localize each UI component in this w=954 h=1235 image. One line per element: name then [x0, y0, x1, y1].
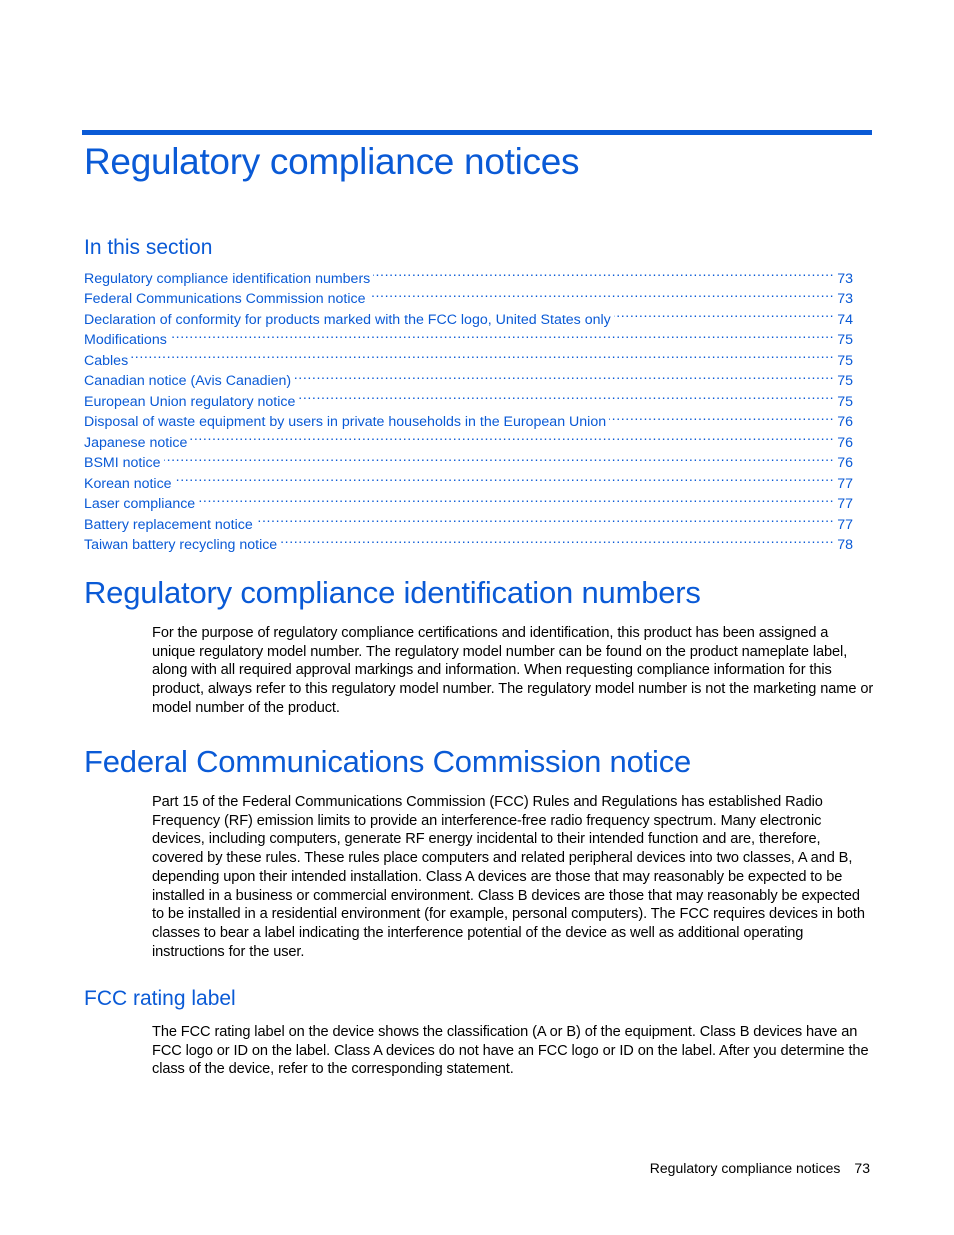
- toc-entry-page: 76: [837, 434, 853, 451]
- toc-entry-title: Korean notice: [84, 475, 172, 492]
- toc-entry-title: Taiwan battery recycling notice: [84, 537, 278, 553]
- section-heading-reg-id: Regulatory compliance identification numbers: [84, 575, 701, 610]
- toc-dot-leader: [256, 508, 834, 529]
- page-footer: [650, 1158, 870, 1178]
- toc-entry-title: Disposal of waste equipment by users in private households in the European Union: [84, 414, 607, 430]
- toc-dot-leader: [190, 426, 834, 447]
- toc-entry-page: 75: [837, 352, 853, 369]
- subsection-heading-fcc-label: FCC rating label: [84, 987, 236, 1010]
- toc-entry-page: 76: [837, 455, 853, 471]
- toc-dot-leader: [131, 344, 834, 365]
- chapter-top-rule: [82, 130, 872, 135]
- toc-entry-page: 76: [837, 414, 853, 430]
- footer-page-number: 73: [854, 1160, 870, 1176]
- toc-dot-leader: [369, 283, 835, 304]
- toc-entry-title: Declaration of conformity for products marked with the FCC logo, United States only: [84, 311, 611, 328]
- toc-entry-page: 77: [837, 475, 853, 492]
- toc-entry-page: 77: [837, 516, 853, 533]
- toc-entry-title: Laser compliance: [84, 496, 196, 512]
- toc-entry-page: 73: [837, 270, 853, 287]
- toc-entry[interactable]: [84, 324, 853, 348]
- subsection-body-fcc-label: The FCC rating label on the device shows the classification (A or B) of the equipment. Class B devices have an FCC logo or ID on the label. Class A devices do not have an FCC logo or ID on the label. After you determine the class of the device, refer to the corresponding statement.: [152, 1024, 869, 1078]
- toc-entry-page: 73: [837, 291, 853, 307]
- toc-entry-title: Modifications: [84, 332, 167, 348]
- toc-entry[interactable]: [84, 344, 853, 369]
- toc-dot-leader: [198, 488, 834, 509]
- in-this-section-heading: In this section: [84, 236, 213, 259]
- section-body-reg-id: For the purpose of regulatory compliance certifications and identification, this product has been assigned a unique regulatory model number. The regulatory model number can be found on the product nameplate label, along with all required approval markings and information. When requesting compliance information for this product, always refer to this regulatory model number. The regulatory model number is not the marketing name or model number of the product.: [152, 625, 874, 716]
- toc-entry[interactable]: [84, 426, 853, 451]
- toc-entry-title: European Union regulatory notice: [84, 393, 296, 410]
- toc-dot-leader: [175, 467, 835, 488]
- toc-entry-title: Canadian notice (Avis Canadien): [84, 373, 292, 389]
- chapter-title: Regulatory compliance notices: [84, 141, 580, 182]
- section-heading-fcc: Federal Communications Commission notice: [84, 744, 692, 779]
- toc-entry-page: 75: [837, 393, 853, 410]
- toc-entry-page: 74: [837, 311, 853, 328]
- toc-dot-leader: [170, 324, 834, 345]
- toc-entry[interactable]: [84, 467, 853, 492]
- toc-dot-leader: [298, 385, 834, 406]
- toc-entry-title: Japanese notice: [84, 434, 188, 451]
- toc-dot-leader: [294, 365, 834, 386]
- section-body-fcc: Part 15 of the Federal Communications Commission (FCC) Rules and Regulations has established Radio Frequency (RF) emission limits to provide an interference-free radio frequency spectrum. Many electronic devices, including computers, generate RF energy incidental to their intended function and are, therefore, covered by these rules. These rules place computers and related peripheral devices into two classes, A and B, depending upon their intended installation. Class A devices are those that may reasonably be expected to be installed in a business or commercial environment. Class B devices are those that may reasonably be expected to be installed in a residential environment (for example, personal computers). The FCC requires devices in both classes to bear a label indicating the interference potential of the device as well as additional operating instructions for the user.: [152, 794, 865, 960]
- toc-entry-title: Cables: [84, 352, 129, 369]
- toc-entry-page: 75: [837, 332, 853, 348]
- toc-dot-leader: [164, 447, 835, 468]
- toc-dot-leader: [609, 406, 834, 427]
- toc-entry[interactable]: [84, 488, 853, 512]
- toc-entry-page: 78: [837, 537, 853, 553]
- section-toc: [84, 262, 853, 553]
- toc-dot-leader: [614, 303, 834, 324]
- toc-entry-title: BSMI notice: [84, 455, 161, 471]
- toc-entry[interactable]: [84, 365, 853, 389]
- toc-entry-page: 77: [837, 496, 853, 512]
- toc-entry[interactable]: [84, 262, 853, 287]
- toc-dot-leader: [373, 262, 834, 283]
- toc-entry[interactable]: [84, 447, 853, 471]
- toc-dot-leader: [280, 529, 834, 550]
- toc-entry-title: Battery replacement notice: [84, 516, 253, 533]
- toc-entry[interactable]: [84, 508, 853, 533]
- toc-entry-title: Regulatory compliance identification numbers: [84, 270, 371, 287]
- toc-entry-title: Federal Communications Commission notice: [84, 291, 366, 307]
- footer-section-name: Regulatory compliance notices: [649, 1160, 841, 1176]
- toc-entry-page: 75: [837, 373, 853, 389]
